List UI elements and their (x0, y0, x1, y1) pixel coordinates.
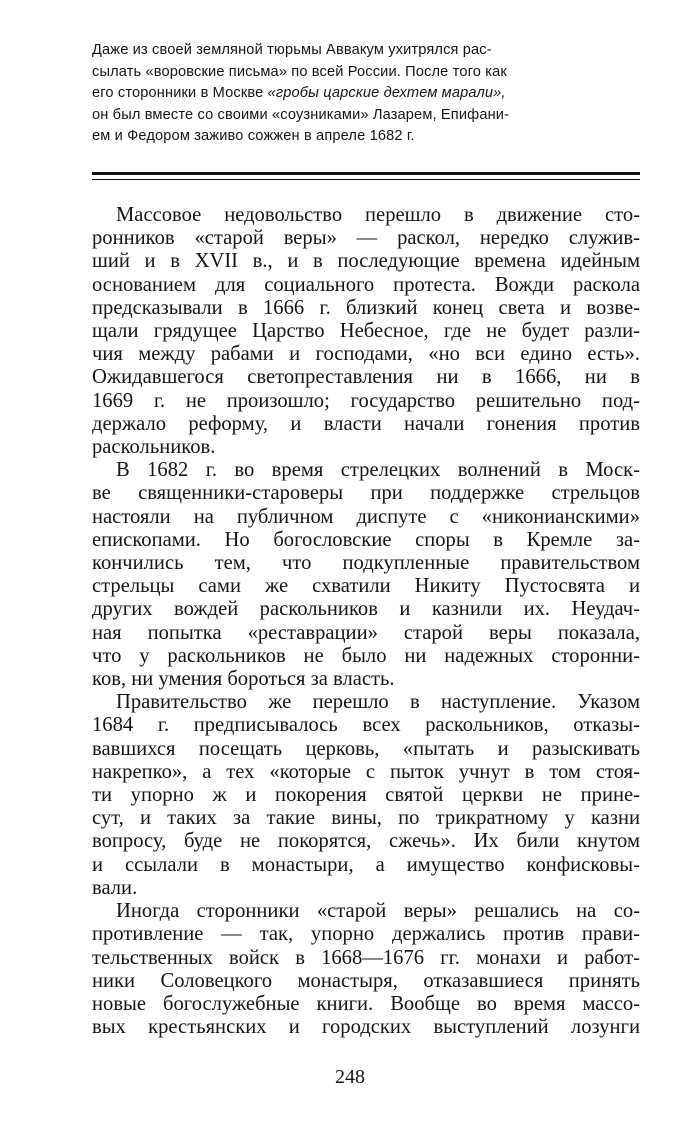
caption-quote-italic: «гробы царские дехтем марали», (267, 85, 506, 102)
text-line: Иногда сторонники «старой веры» решались на со- (116, 900, 640, 923)
text-line: ший и в XVII в., и в последующие времена идейным (92, 250, 640, 273)
text-line: стрельцы сами же схватили Никиту Пустосвята и (92, 575, 640, 598)
page-number: 248 (335, 1066, 365, 1088)
text-line: держало реформу, и власти начали гонения против (92, 412, 640, 435)
caption-text: его сторонники в Москве (92, 85, 268, 102)
caption-line: ем и Федором заживо сожжен в апреле 1682 г. (92, 128, 415, 145)
paragraph (92, 204, 640, 459)
text-line: вали. (92, 876, 138, 899)
caption-line (92, 83, 640, 105)
illustration-caption (92, 40, 640, 148)
text-line: вых крестьянских и городских выступлений лозунги (92, 1016, 640, 1039)
text-line: тельственных войск в 1668—1676 гг. монахи и работ- (92, 946, 640, 969)
text-line: основанием для социального протеста. Вожди раскола (92, 273, 640, 296)
text-line: ве священники-староверы при поддержке стрельцов (92, 482, 640, 505)
text-line: ники Соловецкого монастыря, отказавшиеся принять (92, 969, 640, 992)
text-line: сут, и таких за такие вины, по трикратному у казни (92, 807, 640, 830)
main-text (92, 204, 640, 1039)
paragraph (92, 459, 640, 691)
text-line: ков, ни умения бороться за власть. (92, 668, 395, 691)
text-line: кончились тем, что подкупленные правительством (92, 552, 640, 575)
text-line: настояли на публичном диспуте с «никонианскими» (92, 505, 640, 528)
text-line: ронников «старой веры» — раскол, нередко служив- (92, 227, 640, 250)
text-line: чия между рабами и господами, «но вси едино есть». (92, 343, 640, 366)
text-line: В 1682 г. во время стрелецких волнений в Моск- (116, 459, 640, 482)
text-line: ти упорно ж и покорения святой церкви не прине- (92, 784, 640, 807)
caption-line: он был вместе со своими «соузниками» Лазарем, Епифани- (92, 106, 510, 123)
text-line: Правительство же перешло в наступление. Указом (116, 691, 640, 714)
separator-rule-thin (92, 179, 640, 180)
separator-rule-thick (92, 172, 640, 175)
text-line: противление — так, упорно держались против прави- (92, 923, 640, 946)
caption-line: Даже из своей земляной тюрьмы Аввакум ухитрялся рас- (92, 42, 492, 58)
text-line: накрепко», а тех «которые с пыток учнут в том стоя- (92, 760, 640, 783)
text-line: вавшихся посещать церковь, «пытать и разыскивать (92, 737, 640, 760)
text-line: ная попытка «реставрации» старой веры показала, (92, 621, 640, 644)
text-line: новые богослужебные книги. Вообще во время массо- (92, 992, 640, 1015)
text-line: и ссылали в монастыри, а имущество конфисковы- (92, 853, 640, 876)
text-line: вопросу, буде не покорятся, сжечь». Их били кнутом (92, 830, 640, 853)
text-line: щали грядущее Царство Небесное, где не будет разли- (92, 320, 640, 343)
text-line: Массовое недовольство перешло в движение сто- (116, 204, 640, 226)
text-line: Ожидавшегося светопреставления ни в 1666, ни в (92, 366, 640, 389)
text-line: других вождей раскольников и казнили их. Неудач- (92, 598, 640, 621)
text-line: предсказывали в 1666 г. близкий конец света и возве- (92, 296, 640, 319)
text-line: раскольников. (92, 436, 216, 459)
text-line: 1684 г. предписывалось всех раскольников, отказы- (92, 714, 640, 737)
text-line: 1669 г. не произошло; государство решительно под- (92, 389, 640, 412)
text-line: что у раскольников не было ни надежных сторонни- (92, 644, 640, 667)
text-line: епископами. Но богословские споры в Кремле за- (92, 528, 640, 551)
caption-line: сылать «воровские письма» по всей России. После того как (92, 63, 507, 80)
paragraph (92, 691, 640, 900)
paragraph (92, 900, 640, 1039)
